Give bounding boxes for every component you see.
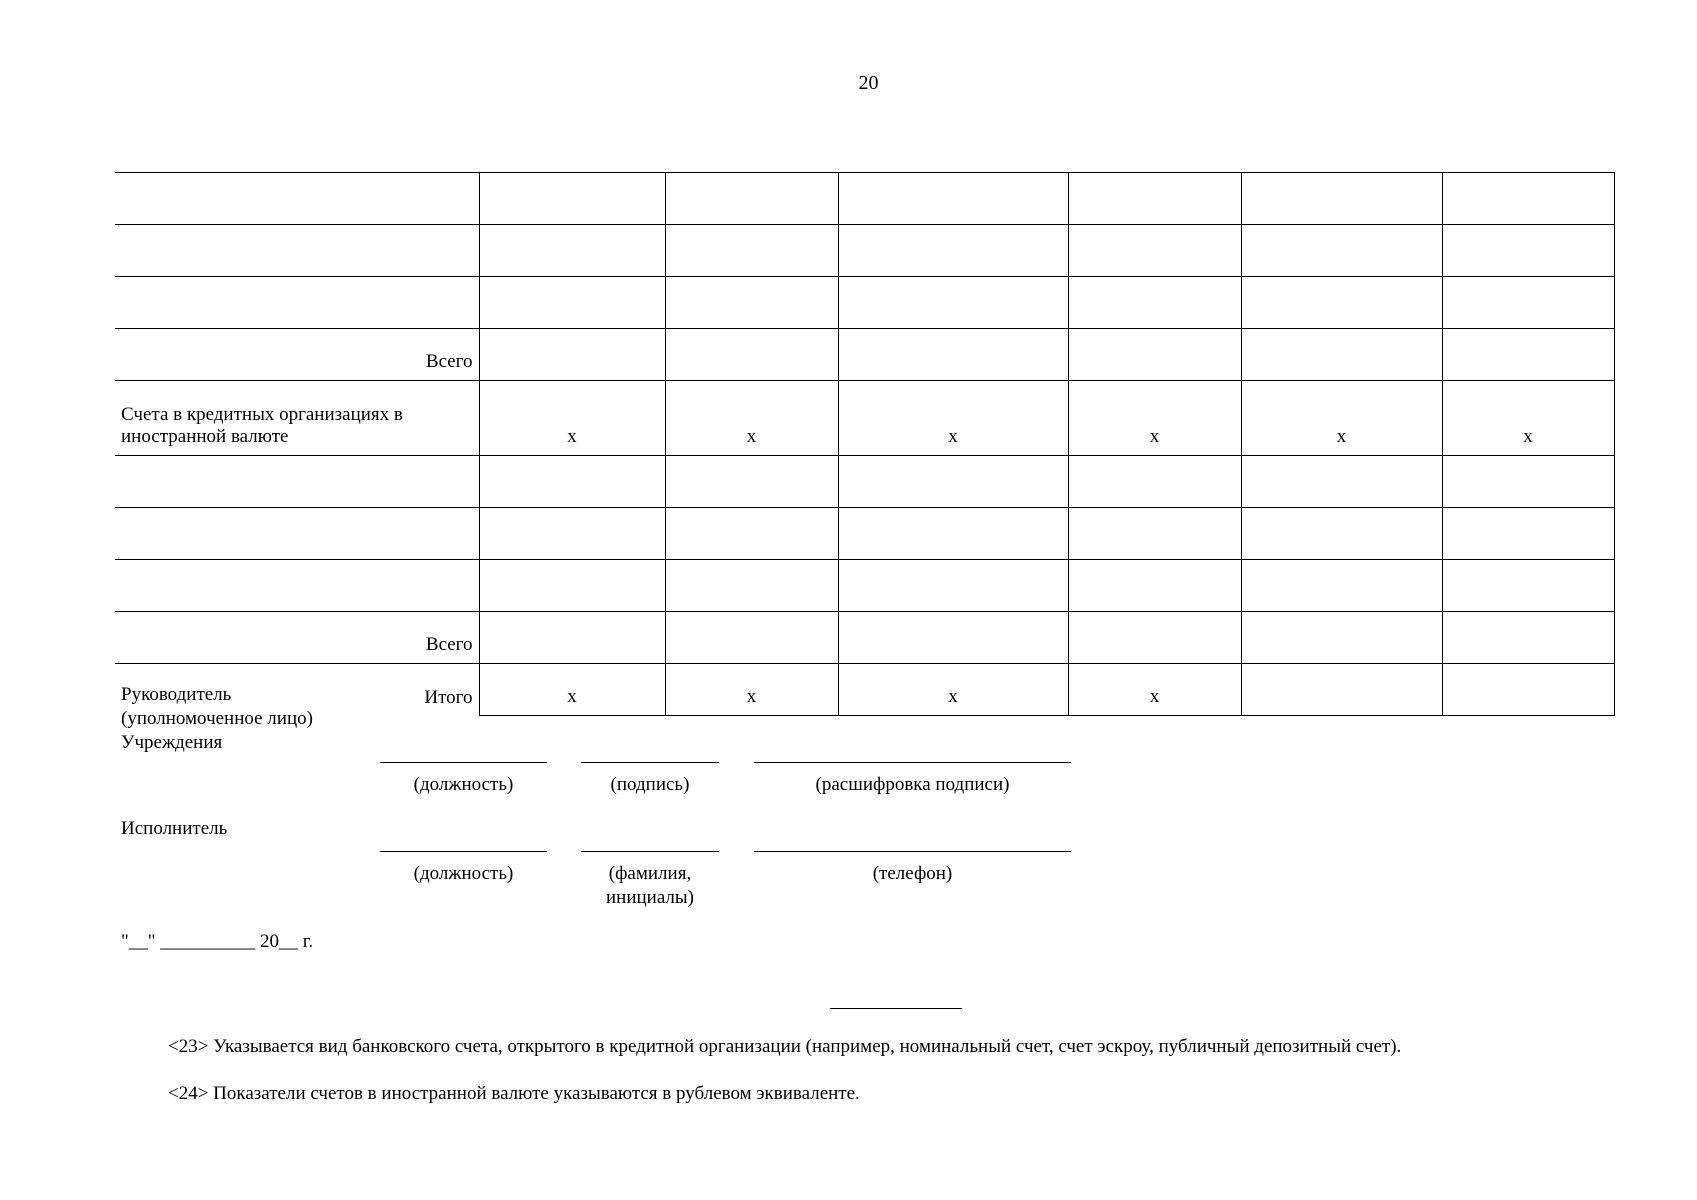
table-cell[interactable] [1442, 225, 1614, 277]
table-cell[interactable] [838, 612, 1068, 664]
executor-position-caption: (должность) [413, 863, 514, 884]
table-cell[interactable] [1442, 560, 1614, 612]
table-row [115, 508, 1614, 560]
table-cell[interactable] [838, 560, 1068, 612]
table-cell[interactable] [665, 225, 838, 277]
table-cell[interactable]: x [479, 664, 665, 716]
table-cell[interactable] [838, 508, 1068, 560]
table-cell[interactable]: x [479, 381, 665, 456]
table-cell[interactable]: x [1068, 664, 1241, 716]
table-cell[interactable] [1241, 225, 1442, 277]
head-signature-line[interactable] [581, 762, 719, 763]
table-cell[interactable] [479, 560, 665, 612]
table-cell[interactable] [838, 277, 1068, 329]
head-position-caption: (должность) [413, 774, 514, 795]
table-cell[interactable] [1442, 664, 1614, 716]
executor-label: Исполнитель [121, 818, 228, 839]
row-label [115, 277, 479, 329]
table-cell[interactable] [1068, 173, 1241, 225]
executor-position-line[interactable] [380, 851, 547, 852]
head-signature-caption: (подпись) [610, 774, 690, 795]
table-cell[interactable] [479, 329, 665, 381]
table-cell[interactable] [479, 612, 665, 664]
row-label [115, 173, 479, 225]
table-cell[interactable] [665, 508, 838, 560]
table-cell[interactable] [838, 329, 1068, 381]
table-row [115, 173, 1614, 225]
row-label [115, 225, 479, 277]
table-cell[interactable] [1442, 456, 1614, 508]
table-row [115, 612, 1614, 664]
table-cell[interactable] [1442, 277, 1614, 329]
table-cell[interactable] [1068, 277, 1241, 329]
table-cell[interactable] [1442, 612, 1614, 664]
table-cell[interactable] [1241, 456, 1442, 508]
table-cell[interactable] [1068, 560, 1241, 612]
row-label [115, 508, 479, 560]
table-cell[interactable] [838, 173, 1068, 225]
table-cell[interactable]: x [1241, 381, 1442, 456]
table-cell[interactable] [665, 612, 838, 664]
table-cell[interactable] [479, 508, 665, 560]
table-cell[interactable] [838, 225, 1068, 277]
footnote-24: <24> Показатели счетов в иностранной валюте указываются в рублевом эквиваленте. [168, 1083, 860, 1104]
table-cell[interactable] [1241, 173, 1442, 225]
row-label: Всего [115, 329, 479, 381]
table-cell[interactable] [665, 329, 838, 381]
table-cell[interactable] [479, 173, 665, 225]
table-cell[interactable] [665, 277, 838, 329]
table-cell[interactable] [1241, 329, 1442, 381]
table-cell[interactable] [1241, 560, 1442, 612]
table-cell[interactable] [479, 225, 665, 277]
executor-name-caption: (фамилия, инициалы) [605, 863, 694, 908]
table-cell[interactable]: x [838, 381, 1068, 456]
table-cell[interactable]: x [838, 664, 1068, 716]
accounts-table [115, 172, 1615, 716]
table-cell[interactable] [1241, 277, 1442, 329]
table-row [115, 225, 1614, 277]
table-cell[interactable]: x [665, 664, 838, 716]
table-cell[interactable] [1068, 225, 1241, 277]
head-position-line[interactable] [380, 762, 547, 763]
executor-phone-caption: (телефон) [872, 863, 953, 884]
table-cell[interactable] [479, 277, 665, 329]
table-cell[interactable] [1442, 329, 1614, 381]
head-signature-decoding-line[interactable] [754, 762, 1071, 763]
table-cell[interactable]: x [665, 381, 838, 456]
table-row [115, 329, 1614, 381]
table-cell[interactable] [1068, 508, 1241, 560]
table-cell[interactable] [479, 456, 665, 508]
date-line: "__" __________ 20__ г. [121, 931, 314, 952]
table-cell[interactable]: x [1442, 381, 1614, 456]
table-cell[interactable] [1241, 664, 1442, 716]
table-cell[interactable] [665, 456, 838, 508]
row-label: Итого [115, 664, 479, 716]
page-number: 20 [858, 72, 879, 94]
row-label: Счета в кредитных организациях в иностранной валюте [115, 381, 479, 456]
table-row [115, 664, 1614, 716]
row-label: Всего [115, 612, 479, 664]
table-cell[interactable] [1068, 456, 1241, 508]
table-row [115, 277, 1614, 329]
table-cell[interactable]: x [1068, 381, 1241, 456]
head-signature-decoding-caption: (расшифровка подписи) [815, 774, 1010, 795]
table-row [115, 381, 1614, 456]
table-cell[interactable] [1442, 508, 1614, 560]
table-cell[interactable] [1241, 612, 1442, 664]
table-cell[interactable] [1241, 508, 1442, 560]
executor-name-line[interactable] [581, 851, 719, 852]
table-cell[interactable] [1068, 329, 1241, 381]
table-row [115, 560, 1614, 612]
table-cell[interactable] [1068, 612, 1241, 664]
row-label [115, 560, 479, 612]
footnote-23: <23> Указывается вид банковского счета, открытого в кредитной организации (например, номинальный счет, счет эскроу, публичный депозитный счет). [168, 1036, 1402, 1057]
table-cell[interactable] [665, 173, 838, 225]
executor-phone-line[interactable] [754, 851, 1071, 852]
table-cell[interactable] [1442, 173, 1614, 225]
footnote-separator [830, 1008, 962, 1009]
table-cell[interactable] [838, 456, 1068, 508]
head-label: Руководитель (уполномоченное лицо) Учреждения [121, 684, 313, 753]
row-label [115, 456, 479, 508]
table-row [115, 456, 1614, 508]
table-cell[interactable] [665, 560, 838, 612]
